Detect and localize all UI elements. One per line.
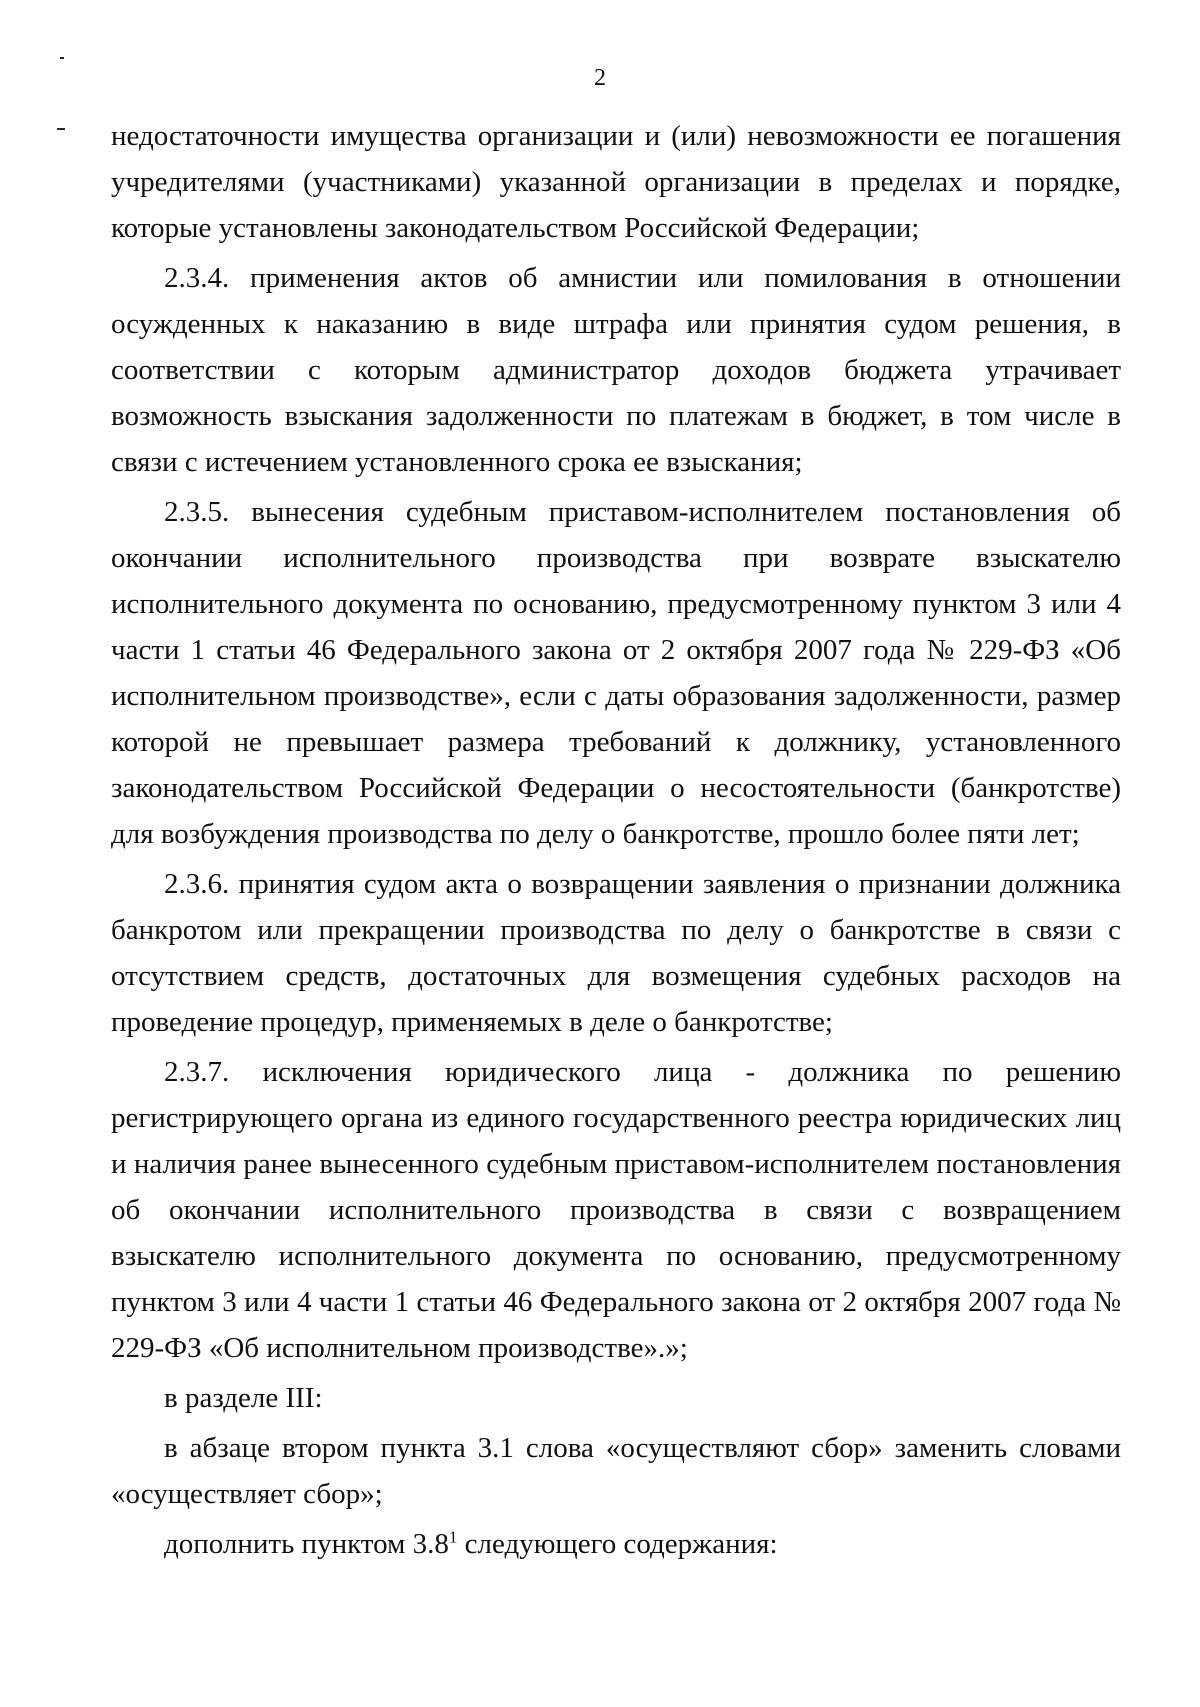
scan-margin-mark (57, 128, 65, 130)
paragraph-continuation: недостаточности имущества организации и (или) невозможности ее погашения учредителями (участниками) указанной организации в пределах и порядке, которые установлены законодательством Российской Федерации; (111, 120, 1121, 244)
paragraph-add-3-8-1 (111, 1521, 1121, 1567)
paragraph-2-3-7: 2.3.7. исключения юридического лица - должника по решению регистрирующего органа из единого государственного реестра юридических лиц и наличия ранее вынесенного судебным приставом-исполнителем постановления об окончании исполнительного производства в связи с возвращением взыскателю исполнительного документа по основанию, предусмотренному пунктом 3 или 4 части 1 статьи 46 Федерального закона от 2 октября 2007 года № 229-ФЗ «Об исполнительном производстве».»; (111, 1056, 1121, 1364)
scan-margin-mark (60, 57, 64, 59)
paragraph-text-before: дополнить пунктом 3.8 (164, 1528, 449, 1560)
paragraph-2-3-6: 2.3.6. принятия судом акта о возвращении заявления о признании должника банкротом или прекращении производства по делу о банкротстве в связи с отсутствием средств, достаточных для возмещения судебных расходов на проведение процедур, применяемых в деле о банкротстве; (111, 868, 1121, 1038)
paragraph-2-3-4: 2.3.4. применения актов об амнистии или помилования в отношении осужденных к наказанию в виде штрафа или принятия судом решения, в соответствии с которым администратор доходов бюджета утрачивает возможность взыскания задолженности по платежам в бюджет, в том числе в связи с истечением установленного срока ее взыскания; (111, 262, 1121, 478)
paragraph-amendment-3-1: в абзаце втором пункта 3.1 слова «осуществляют сбор» заменить словами «осуществляет сбор»; (111, 1432, 1121, 1510)
paragraph-2-3-5: 2.3.5. вынесения судебным приставом-исполнителем постановления об окончании исполнительного производства при возврате взыскателю исполнительного документа по основанию, предусмотренному пунктом 3 или 4 части 1 статьи 46 Федерального закона от 2 октября 2007 года № 229-ФЗ «Об исполнительном производстве», если с даты образования задолженности, размер которой не превышает размера требований к должнику, установленного законодательством Российской Федерации о несостоятельности (банкротстве) для возбуждения производства по делу о банкротстве, прошло более пяти лет; (111, 496, 1121, 850)
paragraph-section-iii: в разделе III: (164, 1382, 323, 1414)
page-number: 2 (594, 65, 606, 91)
paragraph-text-after: следующего содержания: (457, 1528, 778, 1560)
superscript-number: 1 (448, 1527, 458, 1547)
document-body (111, 113, 1121, 1567)
